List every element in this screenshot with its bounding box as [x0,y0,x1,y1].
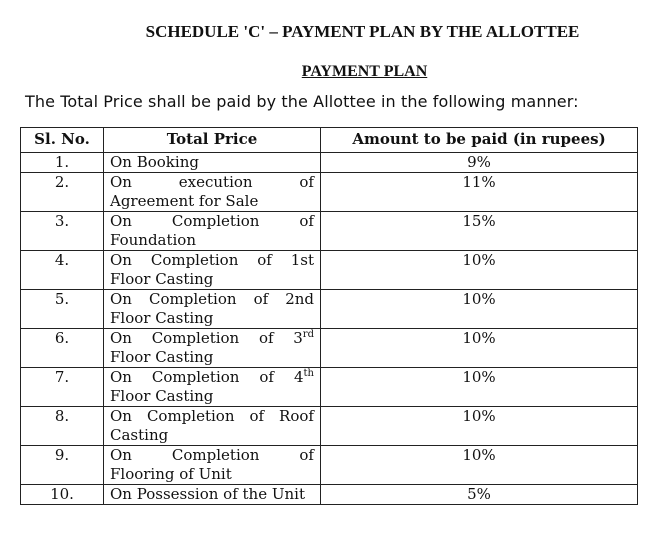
milestone-line2: Floor Casting [110,309,214,327]
amount-percent: 15% [321,212,638,251]
ordinal-suffix: th [303,368,314,379]
milestone-line2: Floor Casting [110,270,214,288]
serial-number: 7. [21,368,104,407]
table-row [21,446,638,485]
milestone-line1 [110,368,314,387]
milestone-word: 3rd [293,329,314,347]
milestone-line1 [110,329,314,348]
milestone-line2: Floor Casting [110,348,214,366]
milestone-line1 [110,485,314,504]
serial-number: 4. [21,251,104,290]
milestone-word: On [110,329,132,347]
table-row [21,153,638,173]
amount-percent: 10% [321,407,638,446]
milestone-word: of [299,446,314,464]
milestone-word: On [110,446,132,464]
milestone-word: of [257,251,272,269]
milestone-cell [104,212,321,251]
milestone-cell [104,153,321,173]
milestone-cell [104,290,321,329]
table-row [21,407,638,446]
schedule-title: SCHEDULE 'C' – PAYMENT PLAN BY THE ALLOTTEE [145,22,580,41]
milestone-word: 4th [293,368,314,386]
serial-number: 6. [21,329,104,368]
milestone-line1 [110,212,314,231]
milestone-word: 2nd [285,290,314,308]
header-total-price: Total Price [104,128,321,153]
milestone-word: Completion [146,407,235,425]
milestone-line2: Foundation [110,231,197,249]
table-row [21,173,638,212]
amount-percent: 9% [321,153,638,173]
serial-number: 3. [21,212,104,251]
milestone-word: On [110,368,132,386]
table-row [21,329,638,368]
milestone-line1 [110,153,314,172]
table-row [21,251,638,290]
amount-percent: 5% [321,485,638,505]
milestone-word: execution [178,173,253,191]
milestone-cell [104,368,321,407]
milestone-word: On [110,290,132,308]
milestone-word: of [253,290,269,308]
milestone-line1 [110,251,314,270]
milestone-line2: Floor Casting [110,387,214,405]
milestone-cell [104,485,321,505]
serial-number: 8. [21,407,104,446]
amount-percent: 10% [321,329,638,368]
amount-percent: 10% [321,251,638,290]
milestone-cell [104,407,321,446]
milestone-word: Completion [150,251,239,269]
serial-number: 10. [21,485,104,505]
serial-number: 5. [21,290,104,329]
serial-number: 2. [21,173,104,212]
milestone-line1 [110,446,314,465]
milestone-word: Completion [151,368,240,386]
milestone-word: On [110,407,132,425]
header-amount: Amount to be paid (in rupees) [321,128,638,153]
milestone-word: of [299,212,314,230]
milestone-word: of [299,173,314,191]
serial-number: 1. [21,153,104,173]
milestone-word: On [110,173,132,191]
milestone-cell [104,251,321,290]
amount-percent: 11% [321,173,638,212]
milestone-cell [104,329,321,368]
milestone-word: On Booking [110,153,199,171]
milestone-cell [104,173,321,212]
milestone-line1 [110,173,314,192]
milestone-word: 1st [290,251,314,269]
milestone-word: of [258,329,274,347]
milestone-word: Completion [151,329,240,347]
table-row [21,485,638,505]
amount-percent: 10% [321,446,638,485]
table-row [21,368,638,407]
milestone-word: On [110,212,132,230]
milestone-word: Completion [171,212,260,230]
milestone-line2: Casting [110,426,169,444]
table-row [21,212,638,251]
milestone-word: Roof [279,407,314,425]
header-sl-no: Sl. No. [21,128,104,153]
milestone-word: On Possession of the Unit [110,485,305,503]
ordinal-suffix: rd [302,329,314,340]
milestone-word: On [110,251,132,269]
milestone-word: of [259,368,274,386]
table-row [21,290,638,329]
serial-number: 9. [21,446,104,485]
milestone-word: of [249,407,265,425]
milestone-line1 [110,407,314,426]
table-header-row [21,128,638,153]
payment-plan-table [20,127,638,505]
amount-percent: 10% [321,290,638,329]
milestone-line2: Agreement for Sale [110,192,259,210]
milestone-cell [104,446,321,485]
amount-percent: 10% [321,368,638,407]
plan-title: PAYMENT PLAN [301,63,428,80]
milestone-word: Completion [149,290,237,308]
milestone-word: Completion [171,446,260,464]
milestone-line1 [110,290,314,309]
intro-text: The Total Price shall be paid by the Allottee in the following manner: [25,92,579,111]
milestone-line2: Flooring of Unit [110,465,232,483]
